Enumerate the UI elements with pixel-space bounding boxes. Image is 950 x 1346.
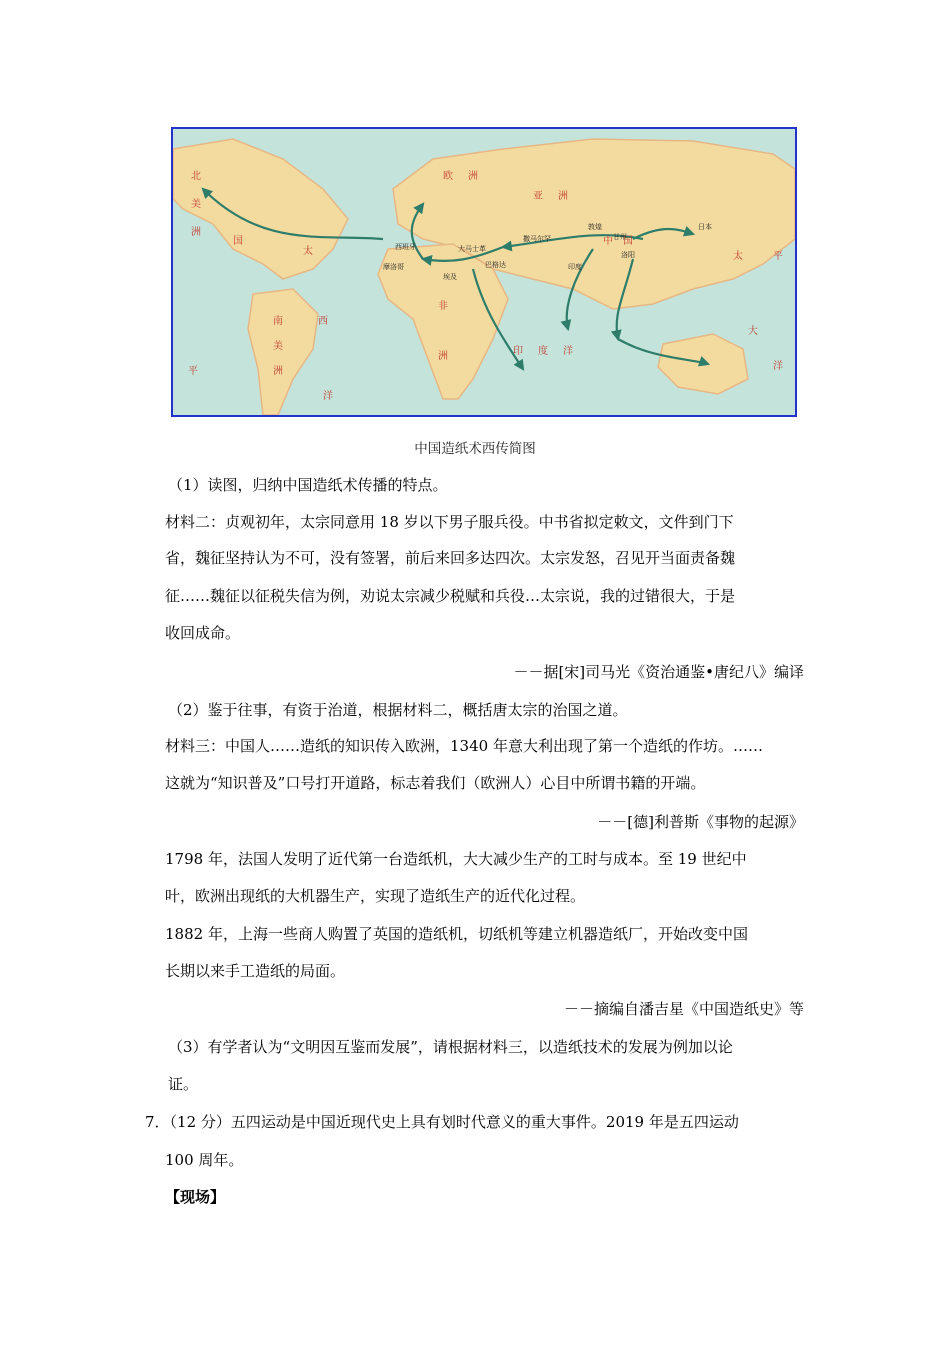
- map-label: 北: [191, 171, 201, 182]
- question-3-line-2: 证。: [168, 1075, 199, 1093]
- material-3-source-1: －－[德]利普斯《事物的起源》: [597, 813, 804, 831]
- material-3-source-2: －－摘编自潘吉星《中国造纸史》等: [563, 1000, 804, 1018]
- map-label: 洲: [191, 227, 201, 238]
- map-label: 太: [303, 246, 313, 257]
- question-1: （1）读图，归纳中国造纸术传播的特点。: [168, 476, 448, 494]
- question-7-line-2: 100 周年。: [165, 1151, 244, 1169]
- material-3-line-6: 长期以来手工造纸的局面。: [165, 962, 346, 980]
- map-label: 太: [733, 251, 743, 262]
- place-label: 洛阳: [621, 251, 635, 259]
- question-2: （2）鉴于往事，有资于治道，根据材料二，概括唐太宗的治国之道。: [168, 701, 628, 719]
- place-label: 摩洛哥: [383, 263, 404, 271]
- map-label: 非: [438, 301, 448, 312]
- material-2-line-4: 收回成命。: [165, 624, 241, 642]
- map-label: 印: [513, 346, 523, 357]
- map-graphic: [173, 129, 795, 415]
- map-label: 南: [273, 316, 283, 327]
- section-heading: 【现场】: [165, 1188, 226, 1206]
- material-2-line-3: 征……魏征以征税失信为例，劝说太宗减少税赋和兵役…太宗说，我的过错很大，于是: [165, 587, 736, 605]
- material-3-line-5: 1882 年，上海一些商人购置了英国的造纸机，切纸机等建立机器造纸厂，开始改变中国: [165, 925, 748, 943]
- material-3-line-1: 材料三：中国人……造纸的知识传入欧洲，1340 年意大利出现了第一个造纸的作坊。……: [165, 737, 763, 755]
- map-label: 美: [273, 341, 283, 352]
- material-3-line-2: 这就为“知识普及”口号打开道路，标志着我们（欧洲人）心目中所谓书籍的开端。: [165, 774, 706, 792]
- map-label: 洋: [563, 346, 573, 357]
- map-label: 洋: [323, 391, 333, 402]
- map-label: 西: [318, 316, 328, 327]
- map-label: 国: [233, 236, 243, 247]
- map-label: 亚: [533, 191, 543, 202]
- place-label: 日本: [698, 223, 712, 231]
- map-label: 欧: [443, 171, 453, 182]
- map-label: 中: [603, 236, 613, 247]
- place-label: 大马士革: [458, 245, 486, 253]
- map-label: 平: [773, 251, 783, 262]
- material-2-line-1: 材料二：贞观初年，太宗同意用 18 岁以下男子服兵役。中书省拟定敕文，文件到门下: [165, 513, 734, 531]
- figure-caption: 中国造纸术西传简图: [414, 441, 536, 457]
- map-label: 洋: [773, 361, 783, 372]
- question-7-line-1: 7．（12 分）五四运动是中国近现代史上具有划时代意义的重大事件。2019 年是五四运动: [145, 1113, 739, 1131]
- place-label: 巴格达: [485, 261, 506, 269]
- map-label: 国: [623, 236, 633, 247]
- place-label: 撒马尔罕: [523, 235, 551, 243]
- place-label: 甘州: [613, 233, 627, 241]
- map-label: 度: [538, 346, 548, 357]
- map-label: 大: [748, 326, 758, 337]
- place-label: 西班牙: [395, 243, 416, 251]
- map-label: 洲: [468, 171, 478, 182]
- place-label: 印度: [568, 263, 582, 271]
- material-3-line-3: 1798 年，法国人发明了近代第一台造纸机，大大减少生产的工时与成本。至 19 世纪中: [165, 850, 747, 868]
- material-3-line-4: 叶，欧洲出现纸的大机器生产，实现了造纸生产的近代化过程。: [165, 887, 586, 905]
- place-label: 埃及: [443, 273, 457, 281]
- material-2-source: －－据[宋]司马光《资治通鉴•唐纪八》编译: [513, 663, 804, 681]
- question-3-line-1: （3）有学者认为“文明因互鉴而发展”，请根据材料三，以造纸技术的发展为例加以论: [168, 1038, 733, 1056]
- material-2-line-2: 省，魏征坚持认为不可，没有签署，前后来回多达四次。太宗发怒，召见开当面责备魏: [165, 549, 736, 567]
- paper-spread-map: [171, 127, 797, 417]
- map-label: 平: [188, 366, 198, 377]
- map-label: 洲: [438, 351, 448, 362]
- place-label: 敦煌: [588, 223, 602, 231]
- map-label: 洲: [558, 191, 568, 202]
- map-label: 美: [191, 199, 201, 210]
- map-label: 洲: [273, 366, 283, 377]
